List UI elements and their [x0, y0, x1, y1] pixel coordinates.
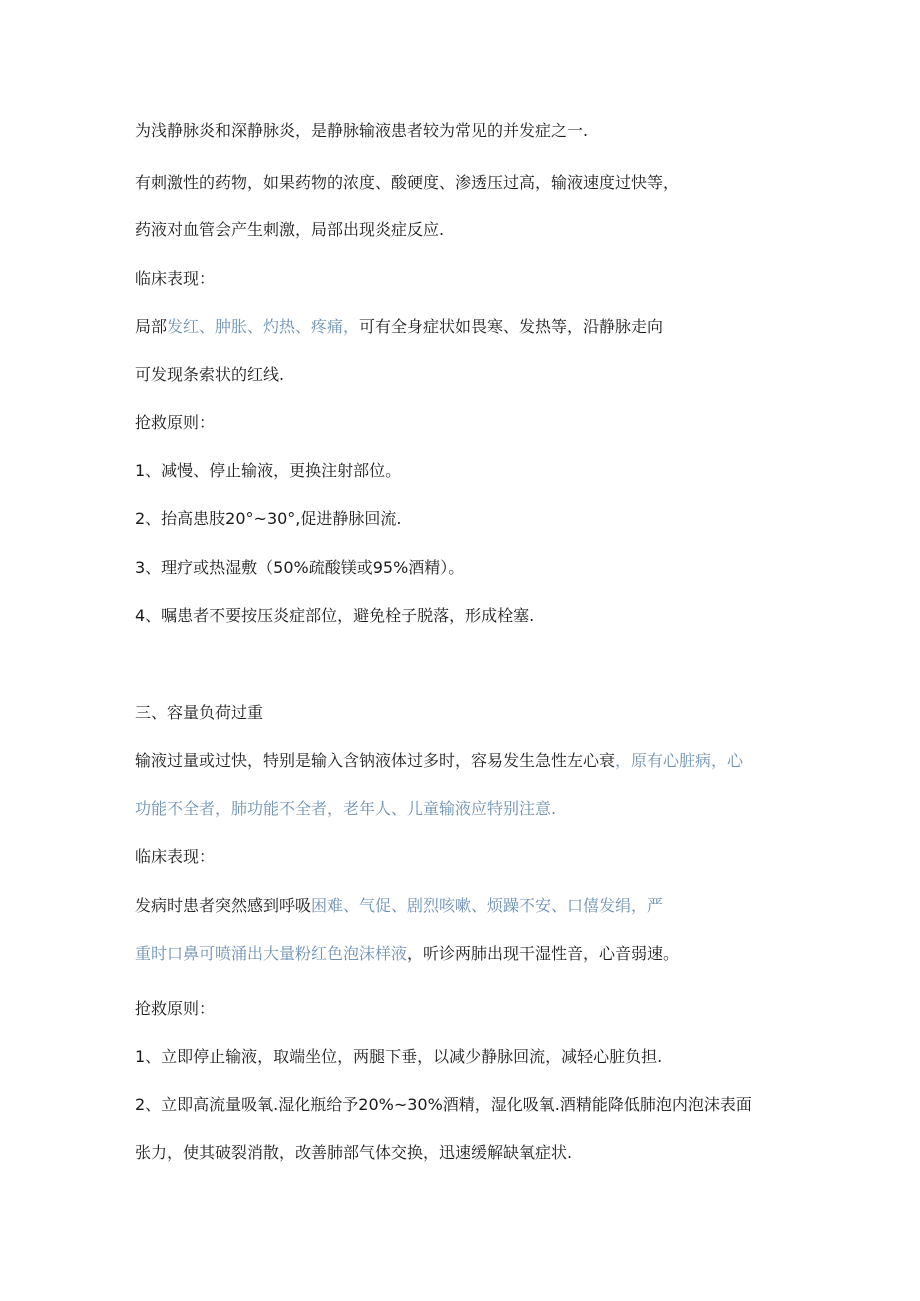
text-segment: 局部 — [135, 317, 168, 336]
highlighted-text: ，原有心脏病，心 — [615, 751, 744, 770]
list-item: 3、理疗或热湿敷（50%疏酸镁或95%酒精）。 — [135, 558, 465, 577]
paragraph-line — [135, 942, 679, 966]
paragraph-line: 张力，使其破裂消散，改善肺部气体交换，迅速缓解缺氧症状. — [135, 1143, 573, 1162]
section-title: 三、容量负荷过重 — [135, 703, 264, 722]
paragraph-line: 有刺激性的药物，如果药物的浓度、酸硬度、渗透压过高，输液速度过快等， — [135, 173, 680, 192]
text-segment: 可有全身症状如畏寒、发热等，沿静脉走向 — [359, 317, 664, 336]
list-item: 1、立即停止输液，取端坐位，两腿下垂，以减少静脉回流，减轻心脏负担. — [135, 1047, 663, 1066]
text-segment: ，听诊两肺出现干湿性音，心音弱速。 — [407, 944, 680, 963]
paragraph-line: 药液对血管会产生刺激，局部出现炎症反应. — [135, 220, 445, 239]
paragraph-line — [135, 315, 663, 339]
list-item: 2、立即高流量吸氧.湿化瓶给予20%~30%酒精，湿化吸氧.酒精能降低肺泡内泡沫表面 — [135, 1095, 752, 1114]
text-segment: 发病时患者突然感到呼吸 — [135, 896, 312, 915]
paragraph-line: 可发现条索状的红线. — [135, 365, 285, 384]
list-item: 4、嘱患者不要按压炎症部位，避免栓子脱落，形成栓塞. — [135, 606, 535, 625]
highlighted-text: 重时口鼻可喷涌出大量粉红色泡沫样液 — [135, 944, 408, 963]
clinical-heading: 临床表现： — [135, 847, 216, 866]
paragraph-line: 为浅静脉炎和深静脉炎，是静脉输液患者较为常见的并发症之一. — [135, 121, 589, 140]
text-segment: 输液过量或过快，特别是输入含钠液体过多时，容易发生急性左心衰 — [135, 751, 616, 770]
highlighted-text: 困难、气促、剧烈咳嗽、烦躁不安、口僖发绢，严 — [311, 896, 664, 915]
rescue-heading: 抢救原则： — [135, 999, 216, 1018]
list-item: 2、抬高患肢20°~30°,促进静脉回流. — [135, 509, 402, 528]
highlighted-text: 发红、肿胀、灼热、疼痛， — [167, 317, 360, 336]
paragraph-line — [135, 894, 663, 918]
highlighted-line: 功能不全者，肺功能不全者，老年人、儿童输液应特别注意. — [135, 799, 557, 818]
paragraph-line — [135, 749, 743, 773]
list-item: 1、减慢、停止输液，更换注射部位。 — [135, 461, 402, 480]
clinical-heading: 临床表现： — [135, 269, 216, 288]
rescue-heading: 抢救原则： — [135, 413, 216, 432]
